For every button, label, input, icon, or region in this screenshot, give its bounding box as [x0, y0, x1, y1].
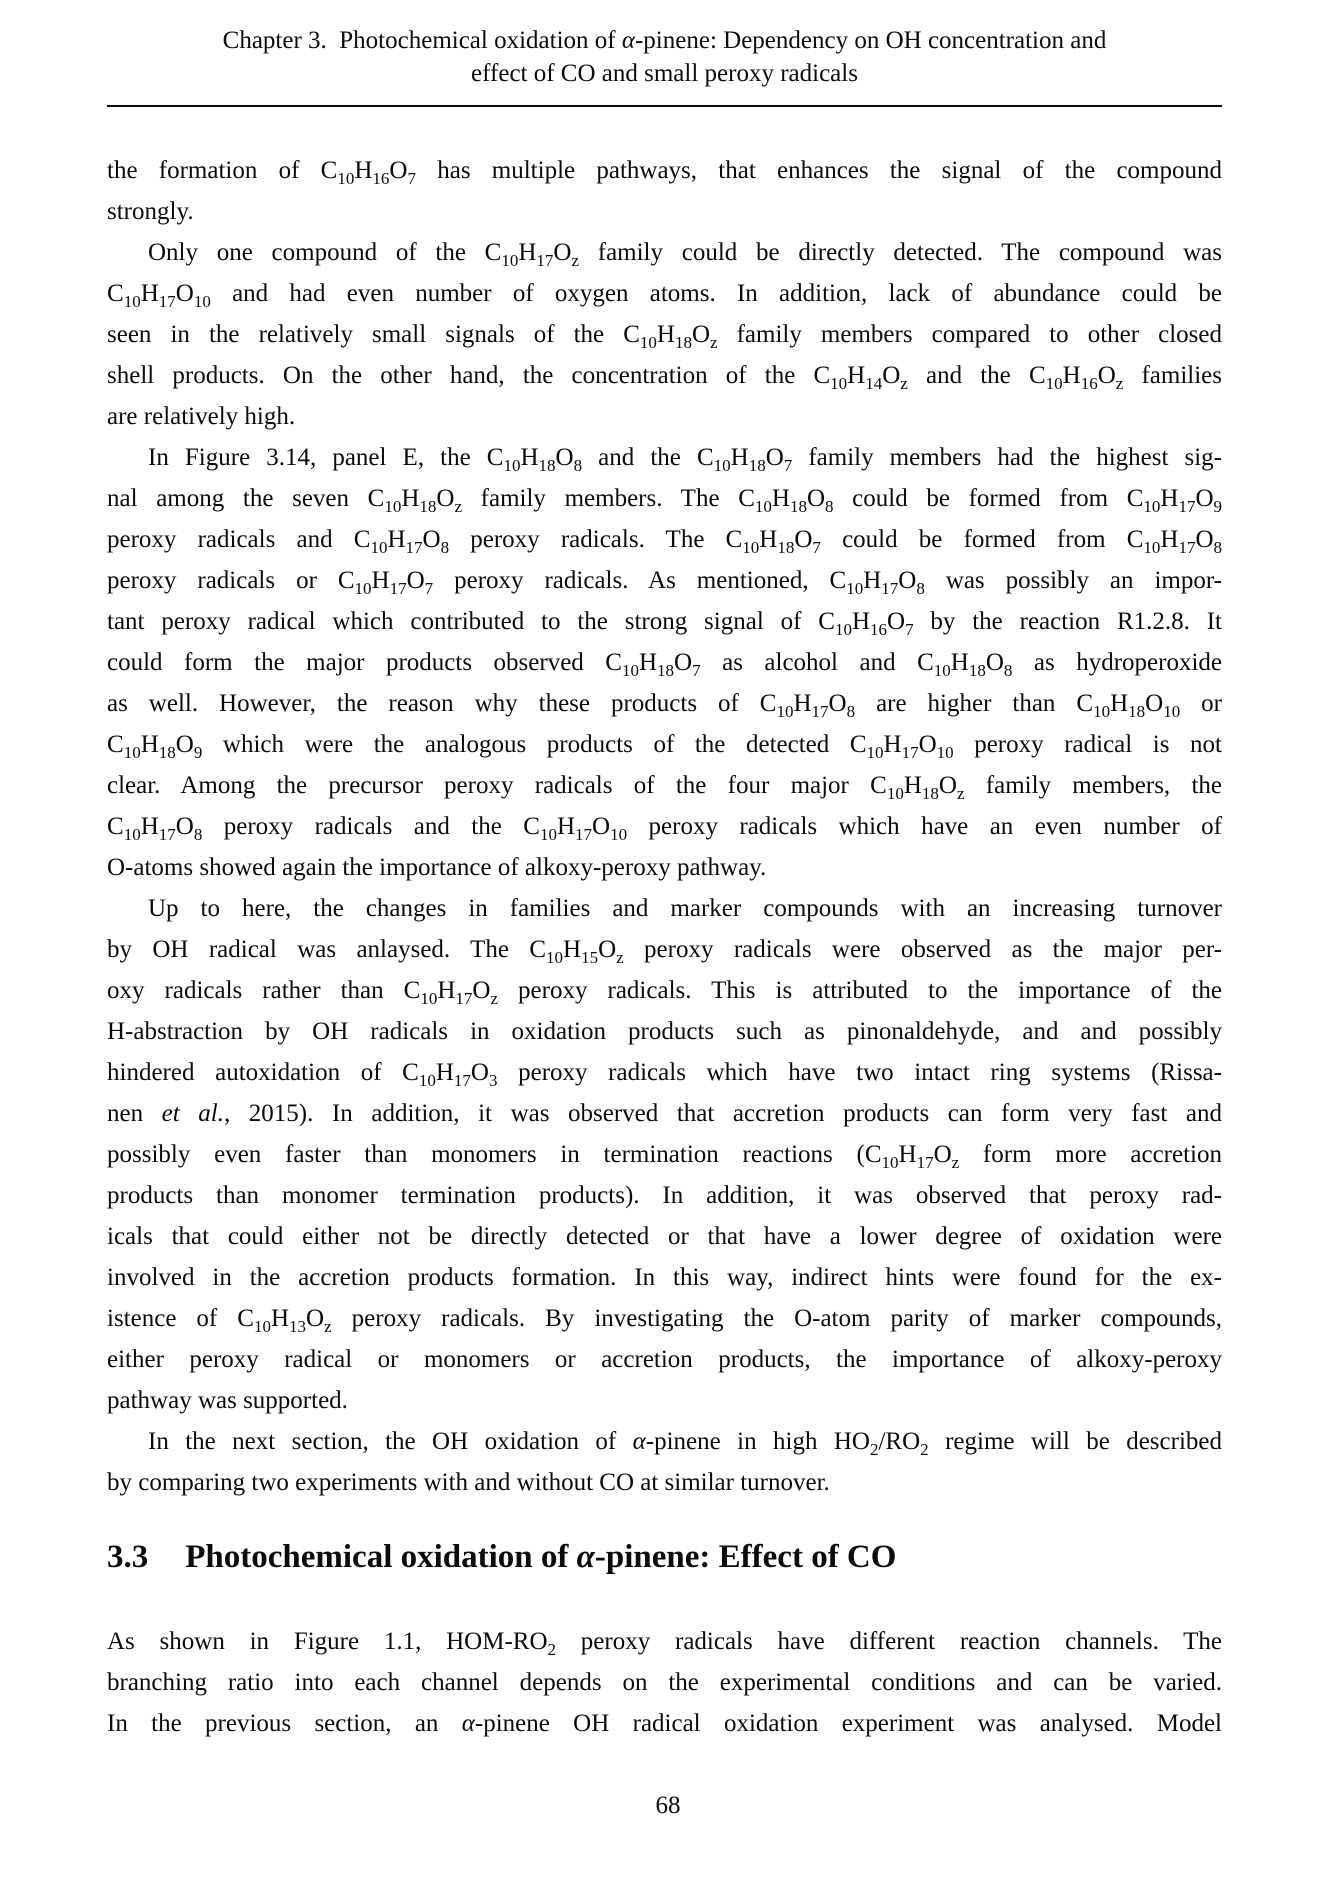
- text-line: peroxy radicals or $C_{10}H_{17}O_7$ peroxy radicals. As mentioned, $C_{10}H_{17}O_8$ was possibly an impor-: [107, 567, 1222, 598]
- text-line: nal among the seven $C_{10}H_{18}O_z$ family members. The $C_{10}H_{18}O_8$ could be formed from $C_{10}H_{17}O_9$: [107, 485, 1222, 516]
- page-number: 68: [655, 1792, 681, 1819]
- section-title: Photochemical oxidation of α-pinene: Effect of CO: [185, 1539, 897, 1575]
- paragraph: [107, 437, 1222, 888]
- paragraph: [107, 1621, 1222, 1744]
- text-line: are relatively high.: [107, 403, 296, 430]
- text-line: clear. Among the precursor peroxy radicals of the four major $C_{10}H_{18}O_z$ family members, the: [107, 772, 1222, 803]
- running-header-line-2: effect of CO and small peroxy radicals: [471, 60, 858, 87]
- text-line: as well. However, the reason why these products of $C_{10}H_{17}O_8$ are higher than $C_{10}H_{18}O_{10}$ or: [107, 690, 1222, 721]
- text-line: seen in the relatively small signals of the $C_{10}H_{18}O_z$ family members compared to other closed: [107, 321, 1222, 352]
- text-line: nen et al., 2015). In addition, it was observed that accretion products can form very fast and: [107, 1100, 1222, 1127]
- text-line: by comparing two experiments with and without CO at similar turnover.: [107, 1469, 830, 1496]
- text-line: In Figure 3.14, panel E, the $C_{10}H_{18}O_8$ and the $C_{10}H_{18}O_7$ family members had the highest sig-: [148, 444, 1222, 475]
- text-line: branching ratio into each channel depends on the experimental conditions and can be varied.: [107, 1669, 1222, 1696]
- text-line: In the next section, the OH oxidation of α-pinene in high $HO_2/RO_2$ regime will be described: [148, 1428, 1222, 1459]
- text-line: products than monomer termination products). In addition, it was observed that peroxy rad-: [107, 1182, 1222, 1209]
- header-rule: [107, 105, 1222, 107]
- text-line: Only one compound of the $C_{10}H_{17}O_z$ family could be directly detected. The compound was: [148, 239, 1222, 270]
- text-line: H-abstraction by OH radicals in oxidation products such as pinonaldehyde, and and possibly: [107, 1018, 1222, 1045]
- body-text: [107, 150, 1222, 1503]
- text-line: Up to here, the changes in families and marker compounds with an increasing turnover: [148, 895, 1222, 922]
- text-line: O-atoms showed again the importance of alkoxy-peroxy pathway.: [107, 854, 767, 881]
- paragraph: [107, 1421, 1222, 1503]
- text-line: by OH radical was anlaysed. The $C_{10}H_{15}O_z$ peroxy radicals were observed as the major per-: [107, 936, 1222, 967]
- section-number: 3.3: [107, 1539, 149, 1575]
- text-line: tant peroxy radical which contributed to the strong signal of $C_{10}H_{16}O_7$ by the reaction R1.2.8. It: [107, 608, 1222, 639]
- body-text-after-heading: [107, 1621, 1222, 1744]
- text-line: the formation of $C_{10}H_{16}O_7$ has multiple pathways, that enhances the signal of the compound: [107, 157, 1222, 188]
- text-line: In the previous section, an α-pinene OH radical oxidation experiment was analysed. Model: [107, 1710, 1222, 1737]
- text-line: $C_{10}H_{17}O_8$ peroxy radicals and the $C_{10}H_{17}O_{10}$ peroxy radicals which have an even number of: [107, 813, 1222, 844]
- section-heading: [107, 1534, 1222, 1580]
- text-line: involved in the accretion products formation. In this way, indirect hints were found for the ex-: [107, 1264, 1222, 1291]
- paragraph: [107, 150, 1222, 232]
- text-line: shell products. On the other hand, the concentration of the $C_{10}H_{14}O_z$ and the $C_{10}H_{16}O_z$ families: [107, 362, 1222, 393]
- text-line: pathway was supported.: [107, 1387, 348, 1414]
- running-header-line-1: Chapter 3. Photochemical oxidation of α-pinene: Dependency on OH concentration and: [222, 27, 1107, 54]
- text-line: either peroxy radical or monomers or accretion products, the importance of alkoxy-peroxy: [107, 1346, 1222, 1373]
- text-line: oxy radicals rather than $C_{10}H_{17}O_z$ peroxy radicals. This is attributed to the importance of the: [107, 977, 1222, 1008]
- paragraph: [107, 232, 1222, 437]
- text-line: strongly.: [107, 198, 194, 225]
- text-line: possibly even faster than monomers in termination reactions ($C_{10}H_{17}O_z$ form more accretion: [107, 1141, 1222, 1172]
- text-line: $C_{10}H_{18}O_9$ which were the analogous products of the detected $C_{10}H_{17}O_{10}$ peroxy radical is not: [107, 731, 1222, 762]
- text-line: $C_{10}H_{17}O_{10}$ and had even number of oxygen atoms. In addition, lack of abundance could be: [107, 280, 1222, 311]
- text-line: hindered autoxidation of $C_{10}H_{17}O_3$ peroxy radicals which have two intact ring systems (Rissa-: [107, 1059, 1222, 1090]
- text-line: peroxy radicals and $C_{10}H_{17}O_8$ peroxy radicals. The $C_{10}H_{18}O_7$ could be formed from $C_{10}H_{17}O_8$: [107, 526, 1222, 557]
- text-line: could form the major products observed $C_{10}H_{18}O_7$ as alcohol and $C_{10}H_{18}O_8$ as hydroperoxide: [107, 649, 1222, 680]
- text-line: istence of $C_{10}H_{13}O_z$ peroxy radicals. By investigating the O-atom parity of marker compounds,: [107, 1305, 1222, 1336]
- text-line: As shown in Figure 1.1, HOM-$RO_2$ peroxy radicals have different reaction channels. The: [107, 1628, 1222, 1659]
- running-header: [107, 24, 1222, 107]
- paragraph: [107, 888, 1222, 1421]
- text-line: icals that could either not be directly detected or that have a lower degree of oxidation were: [107, 1223, 1222, 1250]
